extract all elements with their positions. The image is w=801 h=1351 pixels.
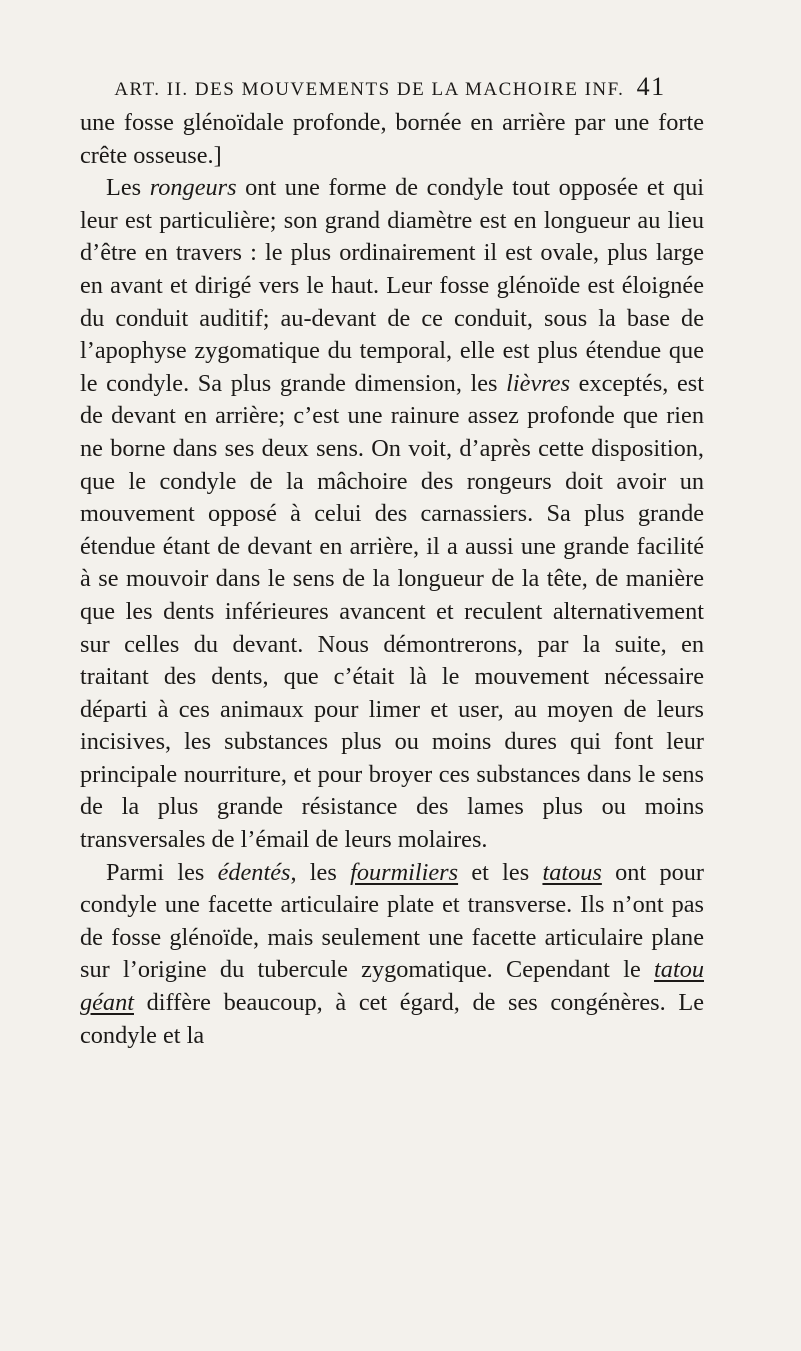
italic-term-rongeurs: rongeurs [149, 174, 237, 202]
running-head-title: ART. II. DES MOUVEMENTS DE LA MACHOIRE INF. [114, 79, 625, 100]
text-run: ont une forme de condyle tout opposée et qui leur est particulière; son grand diamètre est en longueur au lieu d’être en travers : le plus ordinairement il est ovale, plus large en avant et dirigé vers le haut. Leur fosse glénoïde est éloignée du conduit auditif; au-devant de ce conduit, sous la base de l’apophyse zygomatique du temporal, elle est plus étendue que le condyle. Sa plus grande dimension, les [80, 174, 705, 397]
paragraph-3 [80, 857, 704, 1053]
text-run: Parmi les [106, 858, 218, 886]
italic-term-fourmiliers [350, 859, 458, 886]
italic-term-edentes: édentés [217, 858, 291, 886]
italic-term-lievres: lièvres [506, 369, 571, 397]
text-run: exceptés, est de devant en arrière; c’est une rainure assez profonde que rien ne borne dans ses deux sens. On voit, d’après cette disposition, que le condyle de la mâchoire des rongeurs doit avoir un mouvement opposé à celui des carnassiers. Sa plus grande étendue étant de devant en arrière, il a aussi une grande facilité à se mouvoir dans le sens de la longueur de la tête, de manière que les dents inférieures avancent et reculent alternativement sur celles du devant. Nous démontrerons, par la suite, en traitant des dents, que c’était là le mouvement nécessaire départi à ces animaux pour limer et user, au moyen de leurs incisives, les substances plus ou moins dures qui font leur principale nourriture, et pour broyer ces substances dans le sens de la plus grande résistance des lames plus ou moins transversales de l’émail de leurs molaires. [80, 369, 704, 854]
text-run: , les [290, 858, 351, 886]
text-run: une fosse glénoïdale profonde, bornée en arrière par une forte crête osseuse.] [80, 109, 704, 169]
text-run: diffère beaucoup, à cet égard, de ses congénères. Le condyle et la [80, 989, 704, 1049]
underlined-term: tatous [542, 858, 602, 886]
italic-term-tatous [542, 859, 601, 886]
underlined-term: tatou géant [80, 956, 704, 1017]
running-head [80, 72, 700, 102]
paragraph-1 [80, 107, 704, 172]
paragraph-2 [80, 172, 704, 856]
text-run: et les [458, 858, 543, 886]
text-run: Les [106, 174, 150, 202]
text-run: ont pour condyle une facette articulaire plate et transverse. Ils n’ont pas de fosse glénoïde, mais seulement une facette articulaire plane sur l’origine du tubercule zygomatique. Cependant le [80, 858, 705, 984]
body-text [80, 107, 704, 1052]
page-number: 41 [636, 72, 666, 101]
underlined-term: fourmiliers [350, 858, 459, 886]
